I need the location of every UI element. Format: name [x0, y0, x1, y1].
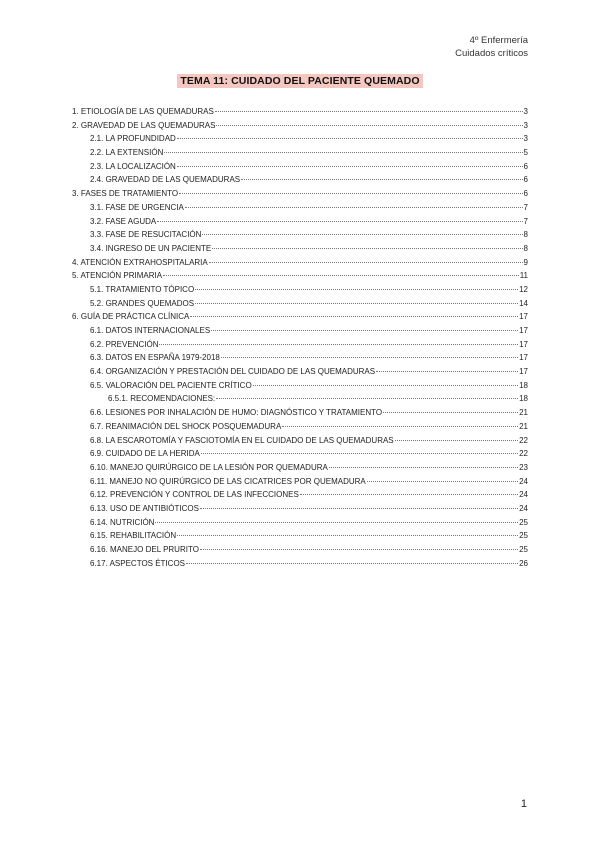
toc-entry[interactable]: [72, 434, 528, 448]
toc-entry-label: 6.17. ASPECTOS ÉTICOS: [90, 558, 185, 568]
toc-entry[interactable]: [72, 187, 528, 201]
toc-entry-page: 6: [523, 161, 528, 171]
toc-entry-label: 6.7. REANIMACIÓN DEL SHOCK POSQUEMADURA: [90, 421, 282, 431]
toc-leader-dots: [155, 522, 518, 523]
toc-entry-page: 17: [519, 339, 528, 349]
toc-entry-label: 6.1. DATOS INTERNACIONALES: [90, 326, 211, 335]
toc-entry[interactable]: [72, 256, 528, 270]
toc-entry-label: 6.3. DATOS EN ESPAÑA 1979-2018: [90, 353, 220, 363]
toc-leader-dots: [200, 549, 518, 550]
toc-leader-dots: [177, 138, 523, 139]
toc-entry-page: 25: [519, 545, 528, 554]
toc-entry-page: 17: [519, 353, 528, 363]
toc-entry-page: 17: [519, 367, 528, 377]
toc-entry[interactable]: [72, 228, 528, 242]
toc-leader-dots: [211, 330, 518, 331]
toc-entry-label: 6.13. USO DE ANTIBIÓTICOS: [90, 503, 199, 513]
toc-entry-page: 24: [519, 476, 528, 486]
toc-entry-label: 6.15. REHABILITACIÓN: [90, 531, 177, 541]
toc-entry-label: 6.6. LESIONES POR INHALACIÓN DE HUMO: DIAGNÓSTICO Y TRATAMIENTO: [90, 408, 383, 418]
toc-leader-dots: [186, 563, 518, 564]
toc-entry-label: 6.14. NUTRICIÓN: [90, 517, 155, 527]
toc-entry-page: 18: [519, 394, 528, 404]
toc-entry-label: 1. ETIOLOGÍA DE LAS QUEMADURAS: [72, 107, 214, 116]
toc-leader-dots: [209, 262, 523, 263]
toc-entry-label: 6.5.1. RECOMENDACIONES:: [108, 394, 216, 404]
toc-leader-dots: [241, 179, 522, 180]
toc-entry-label: 2.4. GRAVEDAD DE LAS QUEMADURAS: [90, 175, 241, 185]
toc-entry-page: 24: [519, 490, 528, 500]
toc-entry[interactable]: [72, 406, 528, 420]
toc-entry[interactable]: [72, 543, 528, 557]
toc-entry-label: 6.12. PREVENCIÓN Y CONTROL DE LAS INFECCIONES: [90, 490, 299, 500]
toc-entry-page: 25: [519, 517, 528, 527]
toc-entry[interactable]: [72, 502, 528, 516]
toc-leader-dots: [164, 152, 522, 153]
toc-entry[interactable]: [72, 475, 528, 489]
document-title: TEMA 11: CUIDADO DEL PACIENTE QUEMADO: [177, 74, 422, 88]
toc-leader-dots: [157, 221, 522, 222]
toc-entry-label: 3.4. INGRESO DE UN PACIENTE: [90, 243, 212, 253]
toc-entry[interactable]: [72, 215, 528, 229]
toc-entry-page: 8: [523, 230, 528, 240]
toc-leader-dots: [253, 385, 518, 386]
toc-entry-label: 3. FASES DE TRATAMIENTO: [72, 189, 179, 199]
toc-entry-page: 22: [519, 449, 528, 459]
toc-entry-label: 2. GRAVEDAD DE LAS QUEMADURAS: [72, 120, 216, 130]
toc-entry-page: 23: [519, 462, 528, 472]
toc-entry-label: 6. GUÍA DE PRÁCTICA CLÍNICA: [72, 312, 190, 322]
toc-entry[interactable]: [72, 310, 528, 324]
toc-leader-dots: [300, 494, 518, 495]
toc-entry[interactable]: [72, 146, 528, 160]
toc-entry-label: 3.3. FASE DE RESUCITACIÓN: [90, 230, 202, 240]
toc-entry[interactable]: [72, 324, 528, 338]
toc-leader-dots: [200, 508, 518, 509]
toc-entry-label: 6.8. LA ESCAROTOMÍA Y FASCIOTOMÍA EN EL CUIDADO DE LAS QUEMADURAS: [90, 435, 394, 445]
toc-entry-label: 2.3. LA LOCALIZACIÓN: [90, 161, 176, 171]
toc-entry-page: 6: [523, 175, 528, 185]
toc-entry[interactable]: [72, 119, 528, 133]
toc-entry[interactable]: [72, 529, 528, 543]
toc-entry-page: 25: [519, 531, 528, 541]
toc-entry[interactable]: [72, 160, 528, 174]
toc-entry-page: 18: [519, 380, 528, 390]
toc-entry-label: 3.1. FASE DE URGENCIA: [90, 202, 184, 212]
toc-entry-label: 5.1. TRATAMIENTO TÓPICO: [90, 284, 195, 294]
toc-entry[interactable]: [72, 516, 528, 530]
toc-entry[interactable]: [72, 201, 528, 215]
toc-entry-label: 6.5. VALORACIÓN DEL PACIENTE CRÍTICO: [90, 380, 252, 390]
toc-leader-dots: [329, 467, 518, 468]
toc-entry-page: 5: [523, 148, 528, 158]
toc-entry-label: 4. ATENCIÓN EXTRAHOSPITALARIA: [72, 257, 208, 267]
toc-leader-dots: [282, 426, 518, 427]
toc-leader-dots: [215, 111, 523, 112]
toc-entry-label: 6.9. CUIDADO DE LA HERIDA: [90, 449, 200, 459]
header-course: 4º Enfermería: [469, 35, 528, 46]
page-header: [455, 34, 528, 60]
toc-entry-page: 6: [523, 189, 528, 199]
toc-entry-page: 8: [523, 243, 528, 253]
toc-entry-page: 12: [519, 284, 528, 294]
toc-entry[interactable]: [72, 488, 528, 502]
toc-leader-dots: [185, 207, 523, 208]
toc-leader-dots: [190, 316, 518, 317]
toc-leader-dots: [201, 453, 518, 454]
toc-leader-dots: [202, 234, 522, 235]
toc-leader-dots: [163, 275, 519, 276]
toc-leader-dots: [221, 357, 518, 358]
toc-entry[interactable]: [72, 557, 528, 571]
header-subject: Cuidados críticos: [455, 48, 528, 59]
toc-entry-label: 6.4. ORGANIZACIÓN Y PRESTACIÓN DEL CUIDADO DE LAS QUEMADURAS: [90, 367, 376, 377]
toc-entry-page: 21: [519, 408, 528, 418]
toc-entry-label: 2.2. LA EXTENSIÓN: [90, 148, 164, 158]
toc-leader-dots: [376, 371, 518, 372]
toc-entry[interactable]: [72, 461, 528, 475]
toc-entry-page: 26: [519, 558, 528, 568]
page-number: 1: [520, 798, 527, 810]
toc-leader-dots: [383, 412, 518, 413]
toc-entry-page: 9: [523, 257, 528, 267]
title-wrapper: [0, 71, 600, 89]
toc-entry[interactable]: [72, 379, 528, 393]
toc-entry-label: 6.11. MANEJO NO QUIRÚRGICO DE LAS CICATRICES POR QUEMADURA: [90, 476, 366, 486]
table-of-contents: [72, 105, 528, 570]
toc-entry-page: 7: [523, 202, 528, 212]
toc-entry-label: 5. ATENCIÓN PRIMARIA: [72, 271, 163, 281]
toc-entry[interactable]: [72, 269, 528, 283]
toc-entry-label: 5.2. GRANDES QUEMADOS: [90, 298, 195, 308]
toc-entry[interactable]: [72, 338, 528, 352]
toc-entry-label: 2.1. LA PROFUNDIDAD: [90, 134, 176, 144]
toc-entry-page: 17: [519, 312, 528, 322]
toc-entry[interactable]: [72, 105, 528, 119]
toc-entry-label: 6.10. MANEJO QUIRÚRGICO DE LA LESIÓN POR QUEMADURA: [90, 462, 328, 472]
toc-leader-dots: [195, 303, 518, 304]
toc-entry-page: 7: [523, 216, 528, 226]
toc-entry-page: 11: [519, 271, 528, 281]
toc-leader-dots: [159, 344, 518, 345]
toc-entry-label: 6.2. PREVENCIÓN: [90, 339, 159, 349]
toc-entry[interactable]: [72, 351, 528, 365]
toc-entry[interactable]: [72, 392, 528, 406]
toc-leader-dots: [177, 535, 518, 536]
toc-leader-dots: [216, 125, 522, 126]
toc-entry[interactable]: [72, 173, 528, 187]
toc-entry[interactable]: [72, 283, 528, 297]
toc-leader-dots: [179, 193, 522, 194]
toc-leader-dots: [177, 166, 523, 167]
toc-entry[interactable]: [72, 447, 528, 461]
toc-entry-page: 3: [523, 120, 528, 130]
toc-entry-label: 3.2. FASE AGUDA: [90, 216, 157, 226]
toc-entry-page: 22: [519, 435, 528, 445]
toc-entry[interactable]: [72, 132, 528, 146]
toc-entry-label: 6.16. MANEJO DEL PRURITO: [90, 545, 199, 554]
toc-entry-page: 3: [523, 134, 528, 144]
toc-leader-dots: [216, 398, 518, 399]
toc-entry[interactable]: [72, 365, 528, 379]
toc-entry-page: 21: [519, 421, 528, 431]
toc-leader-dots: [212, 248, 522, 249]
toc-entry-page: 14: [519, 298, 528, 308]
toc-leader-dots: [395, 440, 518, 441]
toc-entry[interactable]: [72, 420, 528, 434]
toc-entry-page: 24: [519, 503, 528, 513]
toc-entry[interactable]: [72, 297, 528, 311]
toc-leader-dots: [195, 289, 518, 290]
toc-entry-page: 3: [523, 107, 528, 116]
toc-leader-dots: [367, 481, 518, 482]
toc-entry[interactable]: [72, 242, 528, 256]
toc-entry-page: 17: [519, 326, 528, 335]
